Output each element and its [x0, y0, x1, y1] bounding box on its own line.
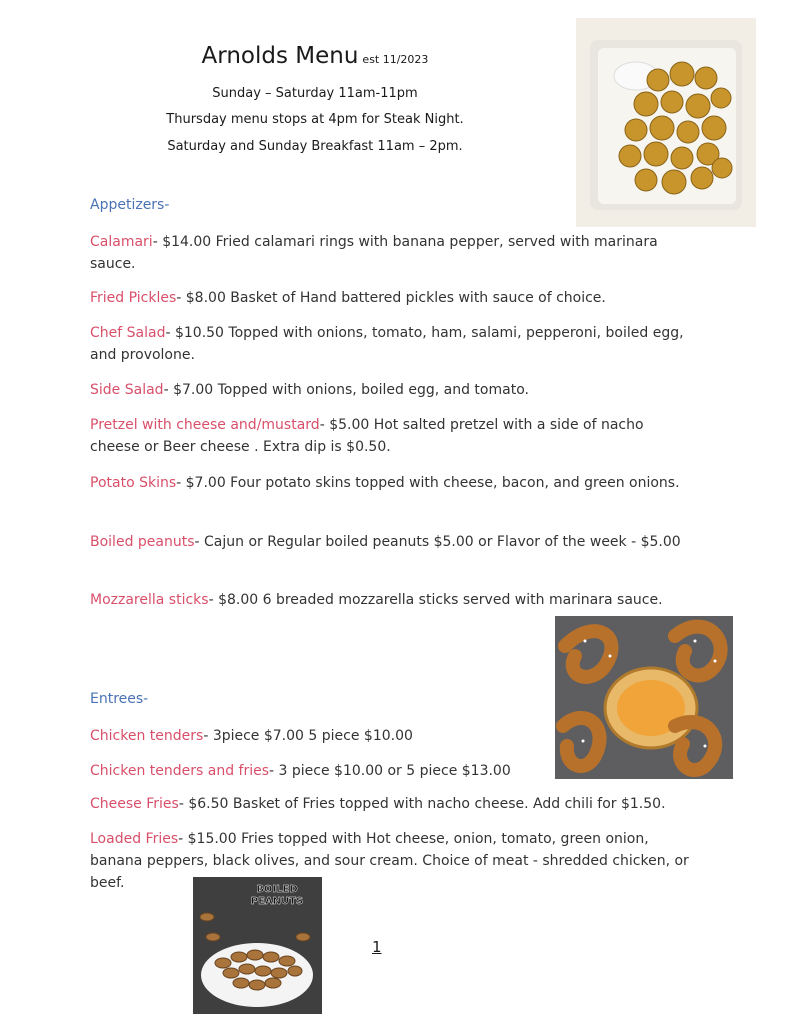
item-name: Calamari — [90, 234, 153, 250]
svg-text:PEANUTS: PEANUTS — [250, 896, 304, 907]
item-description: - $8.00 6 breaded mozzarella sticks served with marinara sauce. — [208, 592, 663, 608]
item-name: Fried Pickles — [90, 290, 177, 306]
item-name: Chicken tenders — [90, 728, 204, 744]
item-description: - $15.00 Fries topped with Hot cheese, onion, tomato, green onion, banana peppers, black olives, and sour cream. Choice of meat - shredded chicken, or beef. — [90, 831, 689, 891]
item-name: Pretzel with cheese and/mustard — [90, 417, 320, 433]
item-description: - 3piece $7.00 5 piece $10.00 — [203, 728, 413, 744]
item-description: - $6.50 Basket of Fries topped with nacho cheese. Add chili for $1.50. — [178, 796, 666, 812]
menu-item-mozzarella-sticks — [90, 589, 690, 611]
item-name: Potato Skins — [90, 475, 177, 491]
item-description: - $7.00 Four potato skins topped with cheese, bacon, and green onions. — [176, 475, 680, 491]
established-date: est 11/2023 — [362, 53, 429, 66]
menu-item-side-salad — [90, 379, 690, 401]
menu-title: Arnolds Menu — [201, 43, 359, 69]
item-description: - $7.00 Topped with onions, boiled egg, and tomato. — [163, 382, 529, 398]
menu-item-fried-pickles — [90, 287, 690, 309]
item-description: - $10.50 Topped with onions, tomato, ham, salami, pepperoni, boiled egg, and provolone. — [90, 325, 684, 363]
menu-item-potato-skins — [90, 472, 690, 494]
item-name: Boiled peanuts — [90, 534, 195, 550]
pretzel-photo — [555, 616, 733, 779]
menu-item-loaded-fries — [90, 828, 690, 894]
appetizers-heading: Appetizers- — [90, 197, 170, 213]
item-name: Cheese Fries — [90, 796, 179, 812]
item-name: Side Salad — [90, 382, 164, 398]
item-name: Chef Salad — [90, 325, 166, 341]
svg-text:BOILED: BOILED — [256, 884, 298, 895]
menu-item-chicken-tenders — [90, 725, 690, 747]
page-number: 1 — [372, 938, 382, 956]
item-description: - 3 piece $10.00 or 5 piece $13.00 — [269, 763, 511, 779]
menu-item-boiled-peanuts — [90, 531, 690, 553]
menu-item-chicken-tenders-fries — [90, 760, 690, 782]
menu-title-line — [150, 43, 480, 69]
item-name: Chicken tenders and fries — [90, 763, 270, 779]
item-description: - Cajun or Regular boiled peanuts $5.00 or Flavor of the week - $5.00 — [194, 534, 681, 550]
entrees-heading: Entrees- — [90, 691, 149, 707]
item-description: - $8.00 Basket of Hand battered pickles with sauce of choice. — [176, 290, 606, 306]
menu-item-calamari — [90, 231, 690, 275]
item-description: - $5.00 Hot salted pretzel with a side of nacho cheese or Beer cheese . Extra dip is $0.50. — [90, 417, 644, 455]
breakfast-note: Saturday and Sunday Breakfast 11am – 2pm. — [167, 139, 463, 154]
item-name: Loaded Fries — [90, 831, 179, 847]
fried-pickles-photo — [576, 18, 756, 227]
menu-item-chef-salad — [90, 322, 690, 366]
menu-item-pretzel — [90, 414, 690, 458]
boiled-peanuts-photo — [193, 877, 322, 1014]
item-name: Mozzarella sticks — [90, 592, 209, 608]
hours-line: Sunday – Saturday 11am-11pm — [212, 86, 418, 101]
thursday-note: Thursday menu stops at 4pm for Steak Night. — [166, 112, 464, 127]
menu-item-cheese-fries — [90, 793, 690, 815]
item-description: - $14.00 Fried calamari rings with banana pepper, served with marinara sauce. — [90, 234, 658, 272]
